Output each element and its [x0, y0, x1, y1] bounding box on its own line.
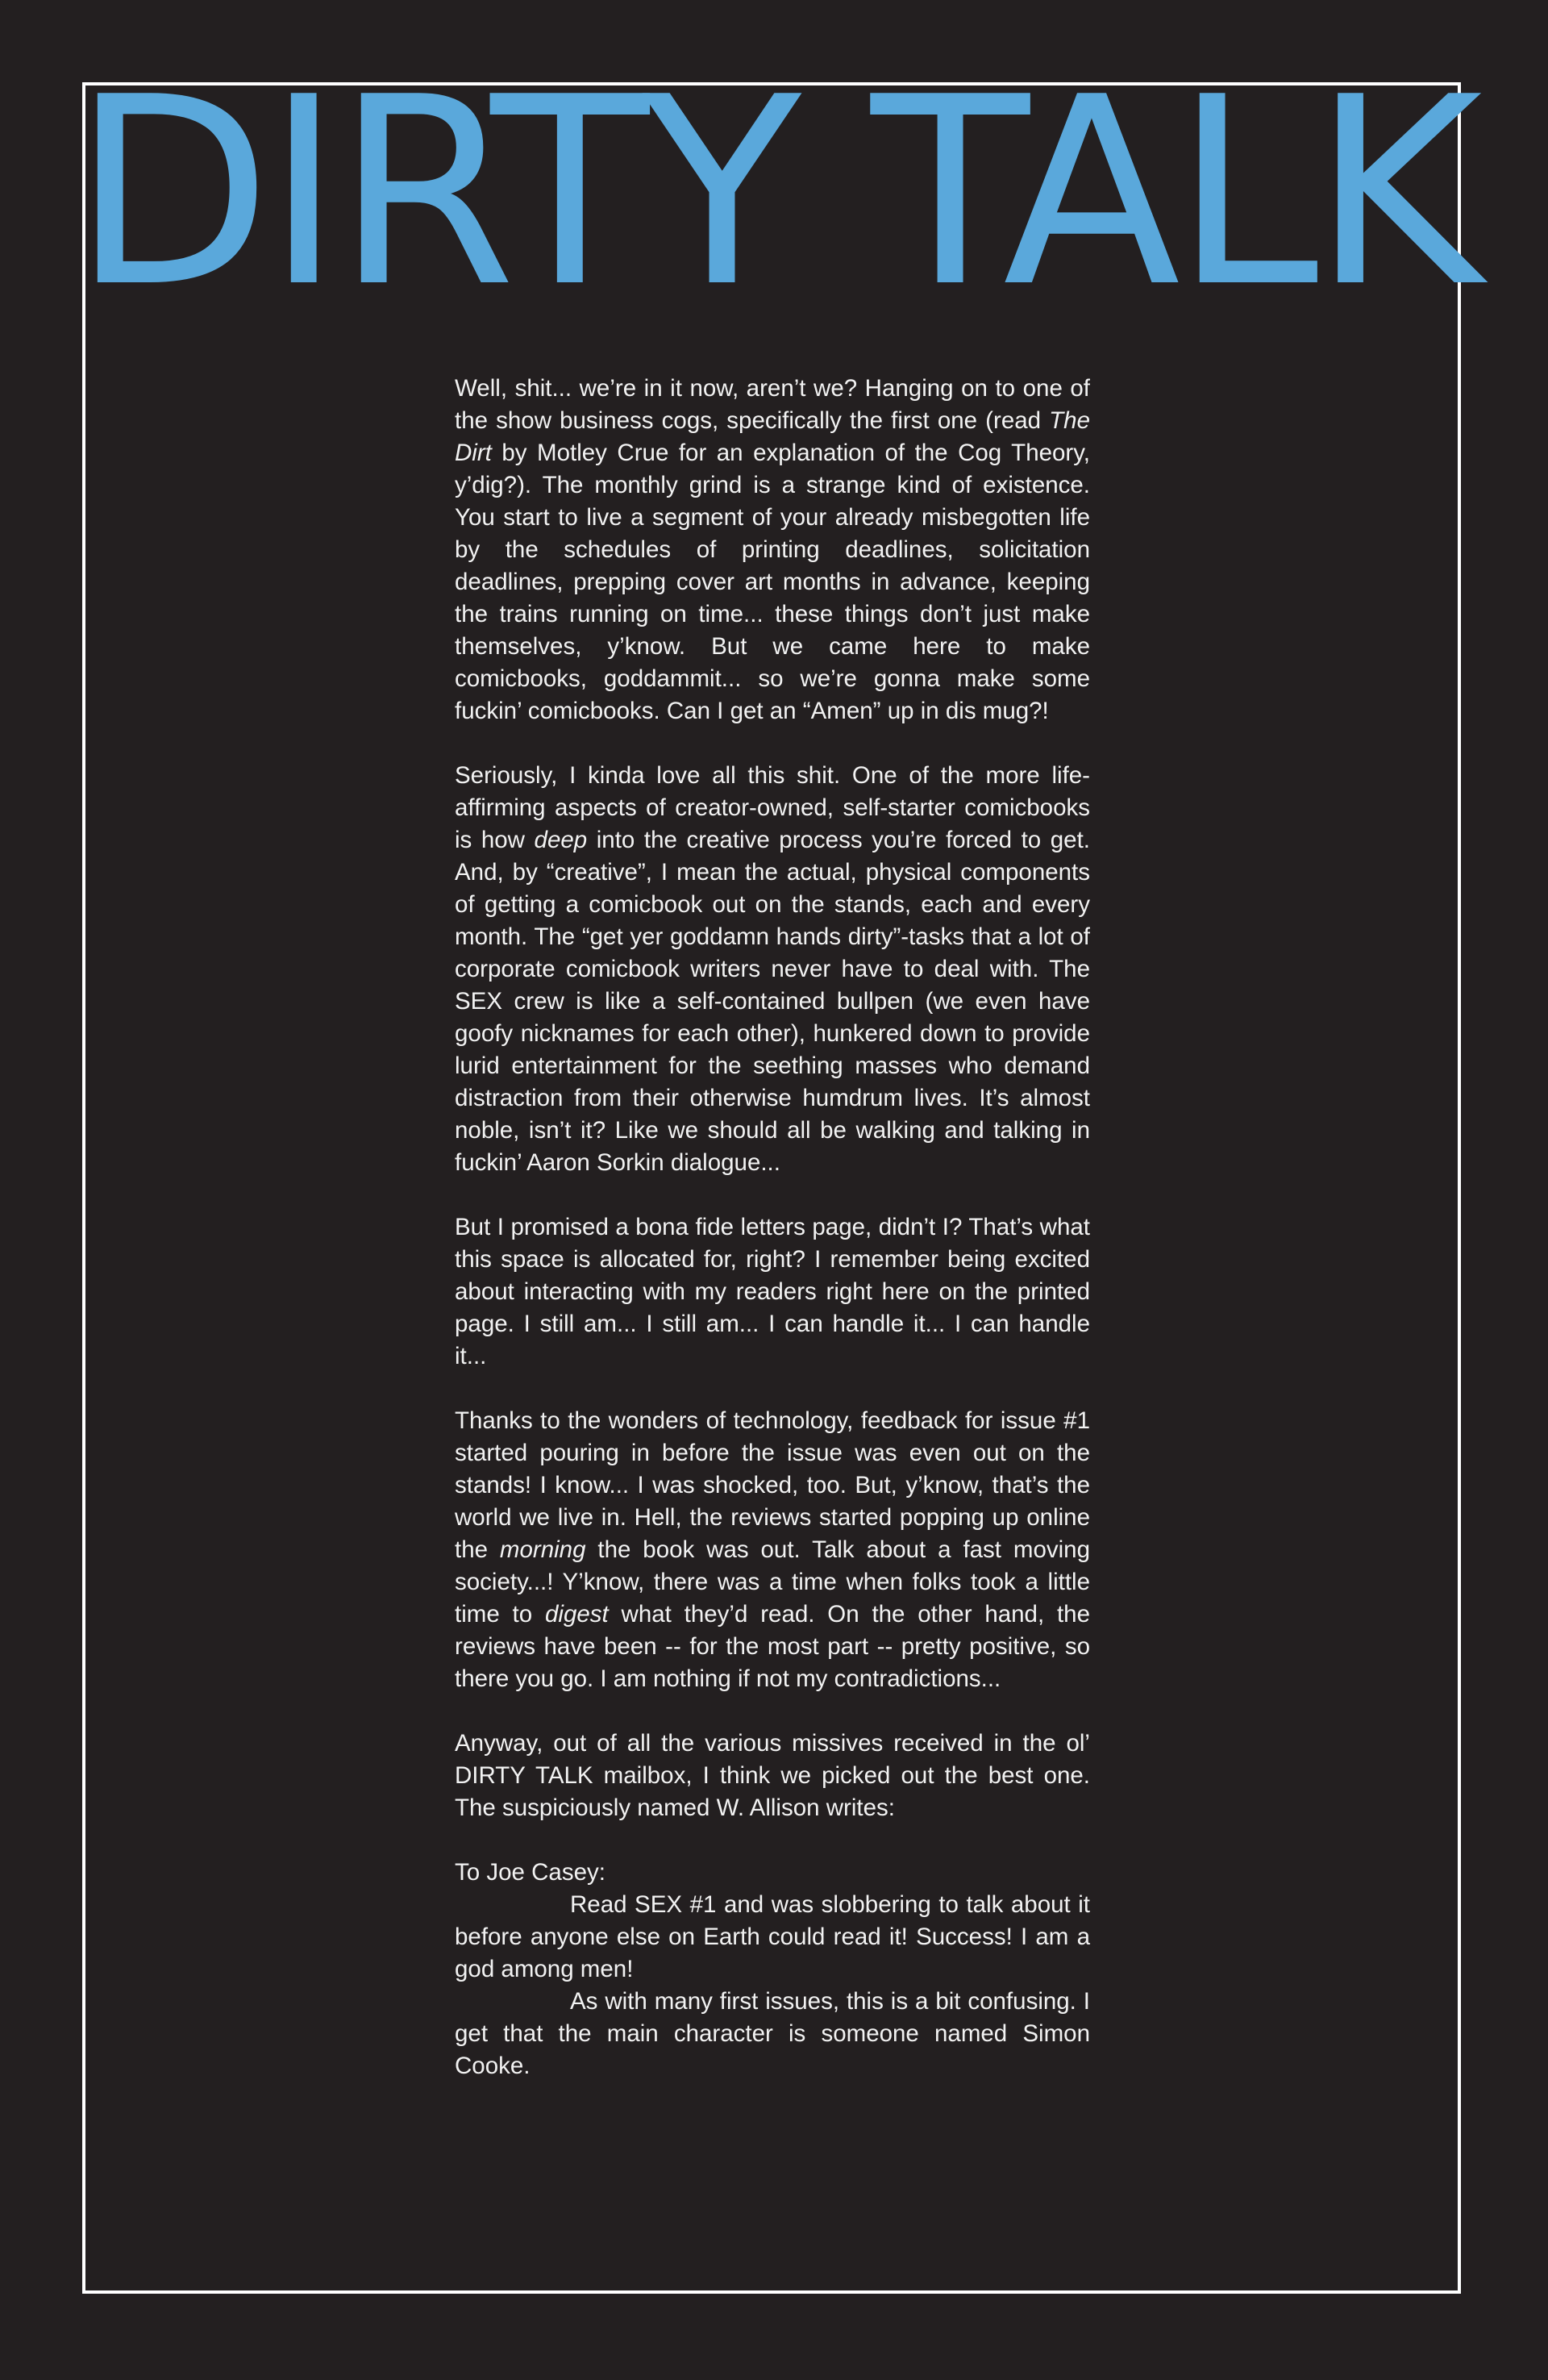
paragraph-1: Well, shit... we’re in it now, aren’t we? Hanging on to one of the show business cogs, specifically the first one (read The Dirt by Motley Crue for an explanation of the Cog Theory, y’dig?). The monthly grind is a strange kind of existence. You start to live a segment of your already misbegotten life by the schedules of printing deadlines, solicitation deadlines, prepping cover art months in advance, keeping the trains running on time... these things don’t just make themselves, y’know. But we came here to make comicbooks, goddammit... so we’re gonna make some fuckin’ comicbooks. Can I get an “Amen” up in dis mug?!: [455, 375, 1090, 724]
paragraph-2: Seriously, I kinda love all this shit. One of the more life-affirming aspects of creator-owned, self-starter comicbooks is how deep into the creative process you’re forced to get. And, by “creative”, I mean the actual, physical components of getting a comicbook out on the stands, each and every month. The “get yer goddamn hands dirty”-tasks that a lot of corporate comicbook writers never have to deal with. The SEX crew is like a self-contained bullpen (we even have goofy nicknames for each other), hunkered down to provide lurid entertainment for the seething masses who demand distraction from their otherwise humdrum lives. It’s almost noble, isn’t it? Like we should all be walking and talking in fuckin’ Aaron Sorkin dialogue...: [455, 762, 1090, 1176]
paragraph-4: Thanks to the wonders of technology, feedback for issue #1 started pouring in before the issue was even out on the stands! I know... I was shocked, too. But, y’know, that’s the world we live in. Hell, the reviews started popping up online the morning the book was out. Talk about a fast moving society...! Y’know, there was a time when folks took a little time to digest what they’d read. On the other hand, the reviews have been -- for the most part -- pretty positive, so there you go. I am nothing if not my contradictions...: [455, 1407, 1090, 1692]
article-body: [455, 373, 1090, 2082]
letter-paragraph-2: As with many first issues, this is a bit confusing. I get that the main character is someone named Simon Cooke.: [455, 1988, 1090, 2079]
paragraph-5: Anyway, out of all the various missives received in the ol’ DIRTY TALK mailbox, I think we picked out the best one. The suspiciously named W. Allison writes:: [455, 1730, 1090, 1821]
book-title: The Dirt: [455, 407, 1090, 466]
letter-salutation: To Joe Casey:: [455, 1859, 605, 1886]
emphasis-digest: digest: [544, 1601, 609, 1628]
page-title: DIRTY TALK: [72, 41, 1476, 344]
emphasis-deep: deep: [534, 827, 588, 853]
letter-paragraph-1: Read SEX #1 and was slobbering to talk about it before anyone else on Earth could read it! Success! I am a god among men!: [455, 1891, 1090, 1982]
paragraph-3: But I promised a bona fide letters page, didn’t I? That’s what this space is allocated for, right? I remember being excited about interacting with my readers right here on the printed page. I still am... I still am... I can handle it... I can handle it...: [455, 1214, 1090, 1369]
emphasis-morning: morning: [499, 1536, 586, 1563]
